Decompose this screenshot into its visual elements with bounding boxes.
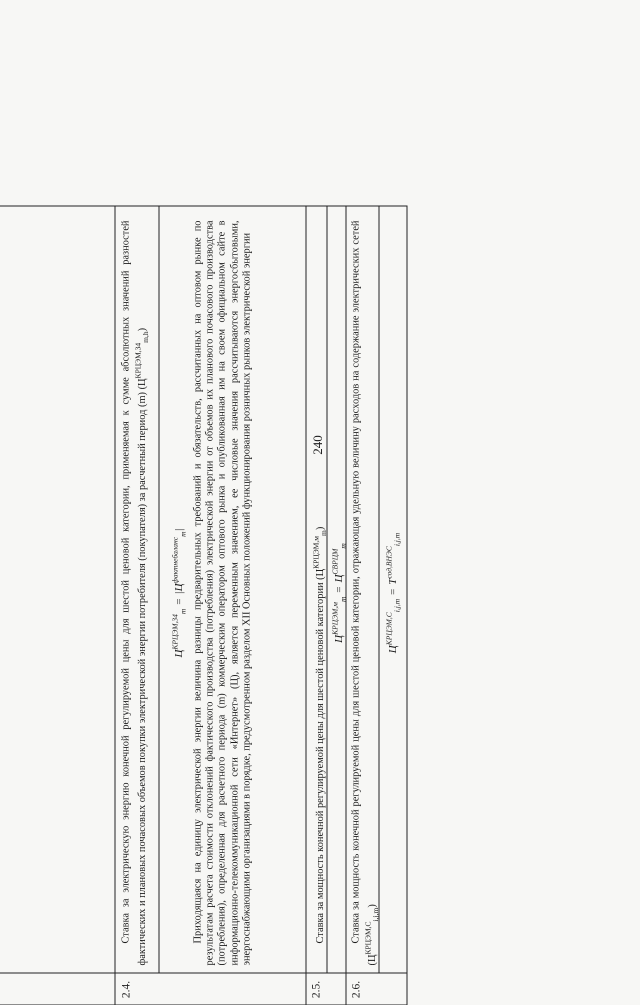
row-2-5-heading: Ставка за мощность конечной регулируемой цены для шестой ценовой категории $(Ц^{КРЦЭМ,м}_m)$ bbox=[311, 526, 329, 943]
inner-divider bbox=[159, 205, 160, 973]
row-number: 2.6. bbox=[350, 980, 363, 998]
regulated-price-table bbox=[0, 205, 408, 1005]
inner-divider bbox=[327, 205, 328, 973]
page-number: 240 bbox=[310, 435, 325, 455]
rotated-table-sheet bbox=[0, 205, 408, 1005]
formula-34: $Ц^{КРЦЭМ,34}_m=|Ц^{фактнебаланс}_m|$ bbox=[170, 527, 188, 658]
row-number: 2.5. bbox=[310, 980, 323, 998]
row-2-4-heading: Ставка за электрическую энергию конечной регулируемой цены для шестой ценовой категории, применяемая к сумме абсолютных значений разностей фактических и плановых почасовых объемов покупки электрической энергии потребителя (покупателя) за расчетный период (m) $(Ц^{КРЦЭМ,34}_{m,h})$ bbox=[120, 220, 151, 965]
row-number: 2.4. bbox=[120, 980, 133, 998]
formula-c: $Ц^{КРЦЭМ,С}_{i,j,m}=Т^{сод,ВНЭС}_{i,j,m}$ bbox=[384, 532, 402, 653]
table-border-bottom bbox=[407, 205, 408, 1005]
row-2-4-definition: Приходящаяся на единицу электрической энергии величина разницы предварительных требований и обязательств, рассчитанных на оптовом рынке по результатам расчета стоимости отклонений фактического производства (потребления) электрической энергии от объемов их планового почасового производства (потребления), определенная для расчетного периода (m) коммерческим оператором оптового рынка и опубликованная им на своем официальном сайте в информационно-телекоммуникационной сети «Интернет» (Ц), является переменным значением, ее числовые значения рассчитываются энергосбытовыми, энергоснабжающими организациями в порядке, предусмотренном разделом XII Основных положений функционирования розничных рынков электрической энергии bbox=[192, 220, 253, 965]
row-divider bbox=[115, 205, 116, 1005]
row-divider bbox=[306, 205, 307, 1005]
row-2-6-heading: Ставка за мощность конечной регулируемой цены для шестой ценовой категории, отражающая удельную величину расходов на содержание электрических сетей $(Ц^{КРЦЭМ,С}_{i,j,m})$ bbox=[350, 220, 381, 965]
formula-m: $Ц^{КРЦЭМ,м}_m=Ц^{СВРЦМ}_m$ bbox=[330, 542, 348, 643]
inner-divider bbox=[379, 205, 380, 973]
